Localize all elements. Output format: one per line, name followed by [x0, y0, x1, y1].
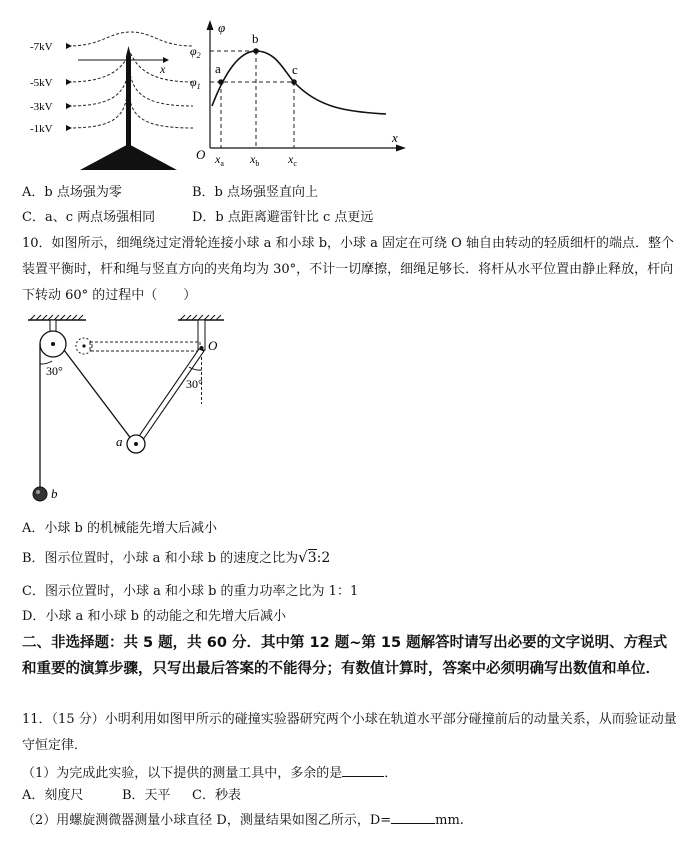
- label-1kv: -1kV: [30, 123, 53, 135]
- lightning-rod-figure: [28, 22, 198, 174]
- point-a-label: a: [215, 61, 221, 76]
- origin-label: O: [196, 147, 206, 162]
- phi2-label: $\varphi_2$: [190, 44, 201, 60]
- point-b: [253, 48, 259, 54]
- lightning-rod: [126, 56, 131, 148]
- equipotential-7kv: [68, 32, 193, 46]
- q9-option-b: B．b 点场强竖直向上: [192, 185, 319, 200]
- q10-option-d: D．小球 a 和小球 b 的动能之和先增大后减小: [22, 609, 287, 624]
- q10-stem: 10．如图所示，细绳绕过定滑轮连接小球 a 和小球 b，小球 a 固定在可绕 O 轴自由转动的轻质细杆的端点．整个装置平衡时，杆和绳与竖直方向的夹角均为 30°，不计一切摩擦，细绳足够长．将杆从水平位置由静止释放，杆向下转动 60° 的过程中（ ）: [22, 236, 674, 303]
- section2-heading: 二、非选择题：共 5 题，共 60 分．其中第 12 题~第 15 题解答时请写出必要的文字说明、方程式和重要的演算步骤，只写出最后答案的不能得分；有数值计算时，答案中必须明确写出数值和单位．: [22, 635, 668, 677]
- point-c: [291, 79, 297, 85]
- point-c-label: c: [292, 62, 298, 77]
- sqrt-symbol: √: [298, 548, 308, 566]
- q11-part2: [22, 811, 464, 830]
- ball-b: [33, 487, 47, 501]
- ball-b-label: b: [51, 486, 58, 501]
- pivot-label: O: [208, 338, 218, 353]
- y-axis-arrow: [207, 20, 214, 30]
- x-axis-label: x: [392, 130, 398, 145]
- q9-option-d: D．b 点距离避雷针比 c 点更远: [192, 210, 374, 225]
- q11-part1-option-b: B．天平: [122, 788, 171, 803]
- q9-option-a: A．b 点场强为零: [22, 185, 122, 200]
- rod-tip: [126, 46, 131, 56]
- xc-label: $x_c$: [288, 152, 297, 168]
- point-a: [218, 79, 224, 85]
- q11-part2-suffix: mm.: [435, 813, 464, 828]
- label-7kv: -7kV: [30, 41, 53, 53]
- phi1-label: $\varphi_1$: [190, 75, 201, 91]
- q11-part2-prefix: （2）用螺旋测微器测量小球直径 D，测量结果如图乙所示，D=: [22, 813, 392, 828]
- label-3kv: -3kV: [30, 101, 53, 113]
- rod-base: [80, 144, 177, 170]
- q11-stem: 11．（15 分）小明利用如图甲所示的碰撞实验器研究两个小球在轨道水平部分碰撞前后的动量关系，从而验证动量守恒定律．: [22, 712, 677, 753]
- angle-right-label: 30°: [186, 377, 203, 391]
- q10-option-c: C．图示位置时，小球 a 和小球 b 的重力功率之比为 1：1: [22, 584, 359, 599]
- point-b-label: b: [252, 31, 259, 46]
- q11-part1-option-c: C．秒表: [192, 788, 241, 803]
- rope-to-a: [64, 350, 132, 440]
- xa-label: $x_a$: [215, 152, 224, 168]
- q11-part2-blank[interactable]: [391, 811, 435, 824]
- rod: [135, 349, 204, 444]
- potential-graph: [188, 16, 410, 172]
- q11-part1: [22, 764, 397, 783]
- x-axis-label: x: [160, 62, 166, 76]
- label-5kv: -5kV: [30, 77, 53, 89]
- sqrt-radicand: 3: [307, 550, 317, 566]
- ball-a-label: a: [116, 434, 123, 449]
- angle-left-label: 30°: [46, 364, 63, 378]
- q10-option-b-suffix: :2: [316, 550, 331, 566]
- q11-part1-option-a: A．刻度尺: [22, 788, 84, 803]
- q11-part1-prefix: （1）为完成此实验，以下提供的测量工具中，多余的是: [22, 766, 343, 781]
- q11-part1-suffix: ．: [384, 766, 398, 781]
- q10-option-a: A．小球 b 的机械能先增大后减小: [22, 521, 217, 536]
- pulley-rod-figure: [24, 312, 224, 504]
- pivot-bracket: [198, 320, 205, 350]
- q10-option-b-prefix: B．图示位置时，小球 a 和小球 b 的速度之比为: [22, 551, 299, 566]
- xb-label: $x_b$: [250, 152, 260, 168]
- q10-option-b: [22, 548, 330, 568]
- x-axis-arrow: [396, 145, 406, 152]
- y-axis-label: φ: [218, 20, 226, 35]
- q11-part1-blank[interactable]: [342, 764, 384, 777]
- q9-option-c: C．a、c 两点场强相同: [22, 210, 156, 225]
